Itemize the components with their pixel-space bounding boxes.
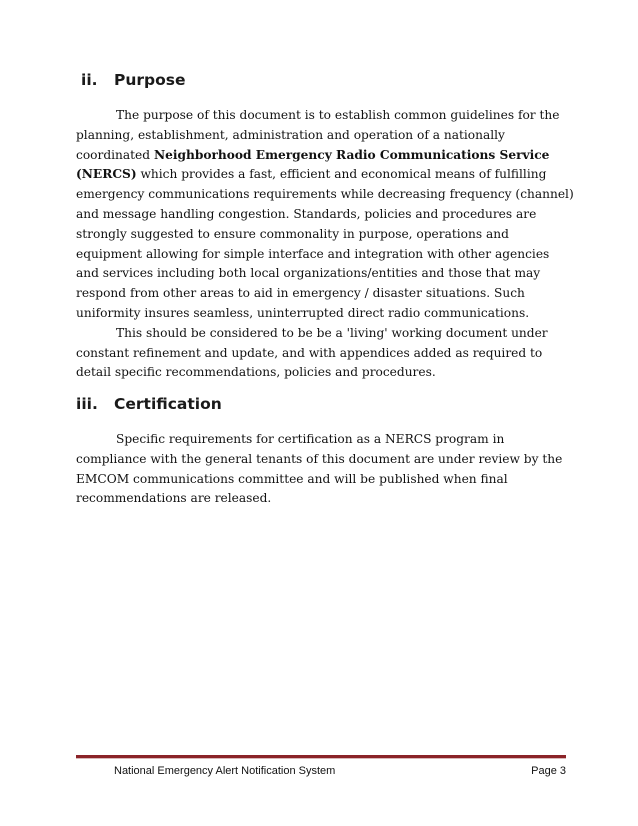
footer-divider-shadow [76, 758, 566, 759]
paragraph: Specific requirements for certification as a NERCS program in compliance with the general tenants of this document are under review by the EMCOM communications committee and will be published when final recommendations are released. [76, 432, 563, 506]
section-number: ii. [81, 71, 98, 89]
section-number: iii. [76, 395, 98, 413]
section-heading-certification [76, 395, 222, 413]
paragraph: This should be considered to be be a 'living' working document under constant refinement and update, and with appendices added as required to detail specific recommendations, policies and procedures. [76, 325, 548, 380]
footer-title: National Emergency Alert Notification System [114, 765, 336, 777]
nercs-bold-term: Neighborhood Emergency Radio Communications Service (NERCS) [76, 147, 550, 182]
page-footer [114, 765, 566, 777]
section-title: Purpose [114, 71, 186, 89]
paragraph [76, 106, 576, 324]
certification-body [76, 430, 576, 509]
purpose-body [76, 106, 576, 383]
page-number: Page 3 [531, 765, 566, 777]
paragraph-text: which provides a fast, efficient and economical means of fulfilling emergency communications requirements while decreasing frequency (channel) and message handling congestion. Standards, policies and procedures are strongly suggested to ensure commonality in purpose, operations and equipment allowing for simple interface and integration with other agencies and services including both local organizations/entities and those that may respond from other areas to aid in emergency / disaster situations. Such uniformity insures seamless, uninterrupted direct radio communications. [76, 167, 574, 320]
section-title: Certification [114, 395, 222, 413]
section-heading-purpose [76, 71, 186, 89]
paragraph-text: The purpose of this document is to establish common guidelines for the planning, establishment, administration and operation of a nationally coordinated [76, 108, 560, 162]
